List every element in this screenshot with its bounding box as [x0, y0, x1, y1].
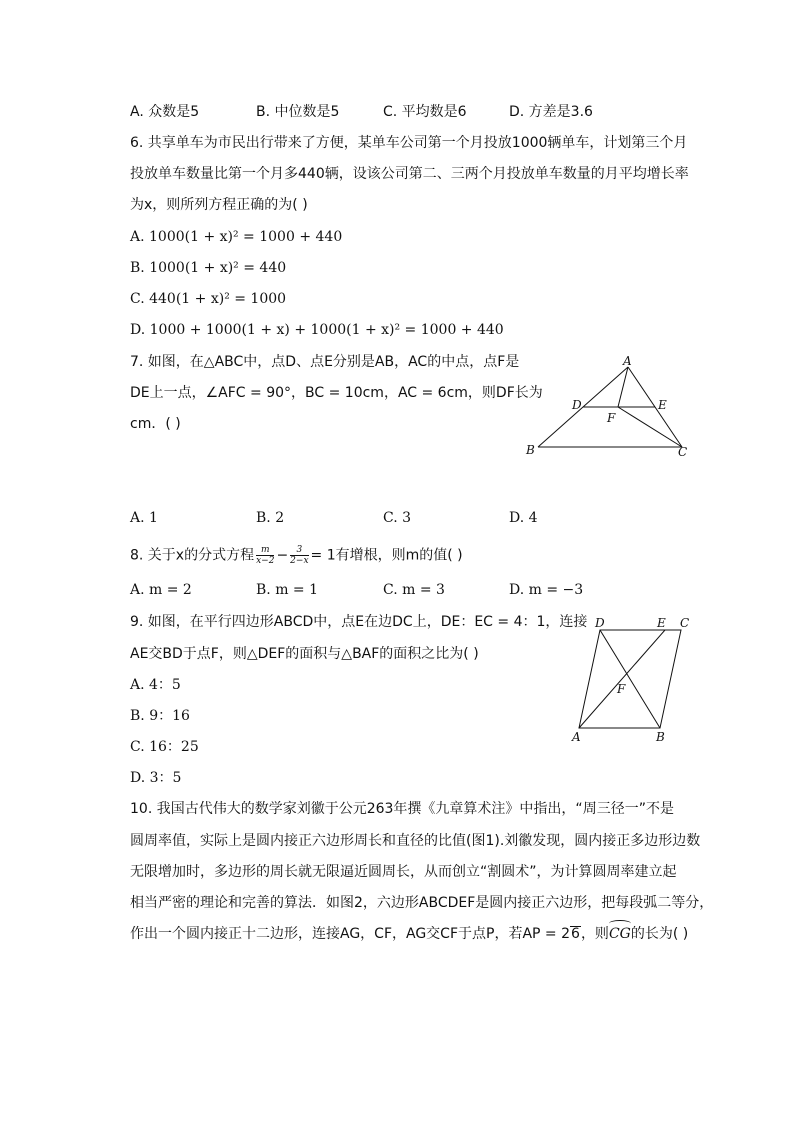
q5-option-d: D. 方差是3.6	[509, 104, 593, 120]
q9-label-a: A	[572, 730, 581, 744]
q10-last-prefix: 作出一个圆内接正十二边形，连接AG，CF，AG交CF于点P，若AP = 2	[130, 926, 571, 942]
q9-stem-line-2: AE交BD于点F，则△DEF的面积与△BAF的面积之比为( )	[130, 646, 479, 662]
q8-minus: −	[276, 547, 289, 564]
q7-option-d: D. 4	[509, 510, 538, 526]
q8-option-a: A. m = 2	[130, 582, 192, 598]
q8-option-d: D. m = −3	[509, 582, 584, 598]
q9-option-b: B. 9：16	[130, 708, 190, 724]
q7-option-a: A. 1	[130, 510, 158, 526]
q7-label-b: B	[526, 443, 535, 457]
q10-last-suffix: 的长为( )	[630, 926, 689, 942]
q8-fraction-1	[256, 545, 274, 566]
q7-option-b: B. 2	[256, 510, 285, 526]
q10-stem-line-1: 10. 我国古代伟大的数学家刘徽于公元263年撰《九章算术注》中指出，“周三径一”不是	[130, 801, 674, 817]
q7-stem-line-1: 7. 如图，在△ABC中，点D、点E分别是AB，AC的中点，点F是	[130, 354, 520, 370]
q9-parallelogram-figure	[568, 612, 698, 748]
q10-stem-line-2: 圆周率值，实际上是圆内接正六边形周长和直径的比值(图1).刘徽发现，圆内接正多边形边数	[130, 833, 701, 849]
q8-stem-prefix: 8. 关于x的分式方程	[130, 547, 255, 564]
q6-option-d: D. 1000 + 1000(1 + x) + 1000(1 + x)² = 1000 + 440	[130, 322, 504, 338]
q7-label-d: D	[572, 398, 582, 412]
q9-label-b: B	[656, 730, 665, 744]
q10-stem-line-4: 相当严密的理论和完善的算法．如图2，六边形ABCDEF是圆内接正六边形，把每段弧二等分，	[130, 895, 714, 911]
q7-label-a: A	[623, 354, 632, 368]
q10-arc-label: CG	[608, 926, 631, 942]
q9-option-a: A. 4：5	[130, 677, 181, 693]
q7-triangle-figure	[520, 352, 700, 462]
q9-label-d: D	[595, 616, 605, 630]
q7-label-e: E	[658, 398, 667, 412]
q6-option-a: A. 1000(1 + x)² = 1000 + 440	[130, 229, 343, 245]
q6-stem-line-2: 投放单车数量比第一个月多440辆，设该公司第二、三两个月投放单车数量的月平均增长率	[130, 166, 689, 182]
q9-label-f: F	[617, 682, 626, 696]
q9-stem-line-1: 9. 如图，在平行四边形ABCD中，点E在边DC上，DE：EC = 4：1，连接	[130, 614, 588, 630]
q5-option-b: B. 中位数是5	[256, 104, 340, 120]
q7-stem-line-3: cm．( )	[130, 416, 181, 432]
q10-last-mid: ，则	[580, 926, 609, 942]
q8-frac2-numerator: 3	[290, 545, 308, 556]
q8-option-c: C. m = 3	[383, 582, 445, 598]
q5-option-a: A. 众数是5	[130, 104, 200, 120]
q8-option-b: B. m = 1	[256, 582, 319, 598]
q7-option-c: C. 3	[383, 510, 412, 526]
q9-label-c: C	[680, 616, 690, 630]
q8-fraction-2	[290, 545, 308, 566]
q9-option-d: D. 3：5	[130, 770, 182, 786]
q9-label-e: E	[657, 616, 666, 630]
q7-label-c: C	[678, 445, 688, 459]
q10-sqrt-value: 6	[571, 926, 580, 942]
q8-frac1-denominator: x−2	[256, 556, 275, 566]
q9-option-c: C. 16：25	[130, 739, 199, 755]
q6-option-c: C. 440(1 + x)² = 1000	[130, 291, 287, 307]
q8-stem	[130, 545, 463, 566]
q7-label-f: F	[607, 411, 616, 425]
q6-stem-line-3: 为x，则所列方程正确的为( )	[130, 197, 308, 213]
q7-stem-line-2: DE上一点，∠AFC = 90°，BC = 10cm，AC = 6cm，则DF长为	[130, 385, 543, 401]
q8-frac1-numerator: m	[256, 545, 274, 556]
q5-option-c: C. 平均数是6	[383, 104, 467, 120]
q10-stem-line-3: 无限增加时，多边形的周长就无限逼近圆周长，从而创立“割圆术”，为计算圆周率建立起	[130, 864, 677, 880]
q6-stem-line-1: 6. 共享单车为市民出行带来了方便，某单车公司第一个月投放1000辆单车，计划第三个月	[130, 135, 688, 151]
q8-stem-suffix: = 1有增根，则m的值( )	[310, 547, 463, 564]
q10-sqrt	[570, 926, 581, 942]
q6-option-b: B. 1000(1 + x)² = 440	[130, 260, 287, 276]
q10-stem-line-5	[130, 924, 688, 944]
q8-frac2-denominator: 2−x	[290, 556, 309, 566]
